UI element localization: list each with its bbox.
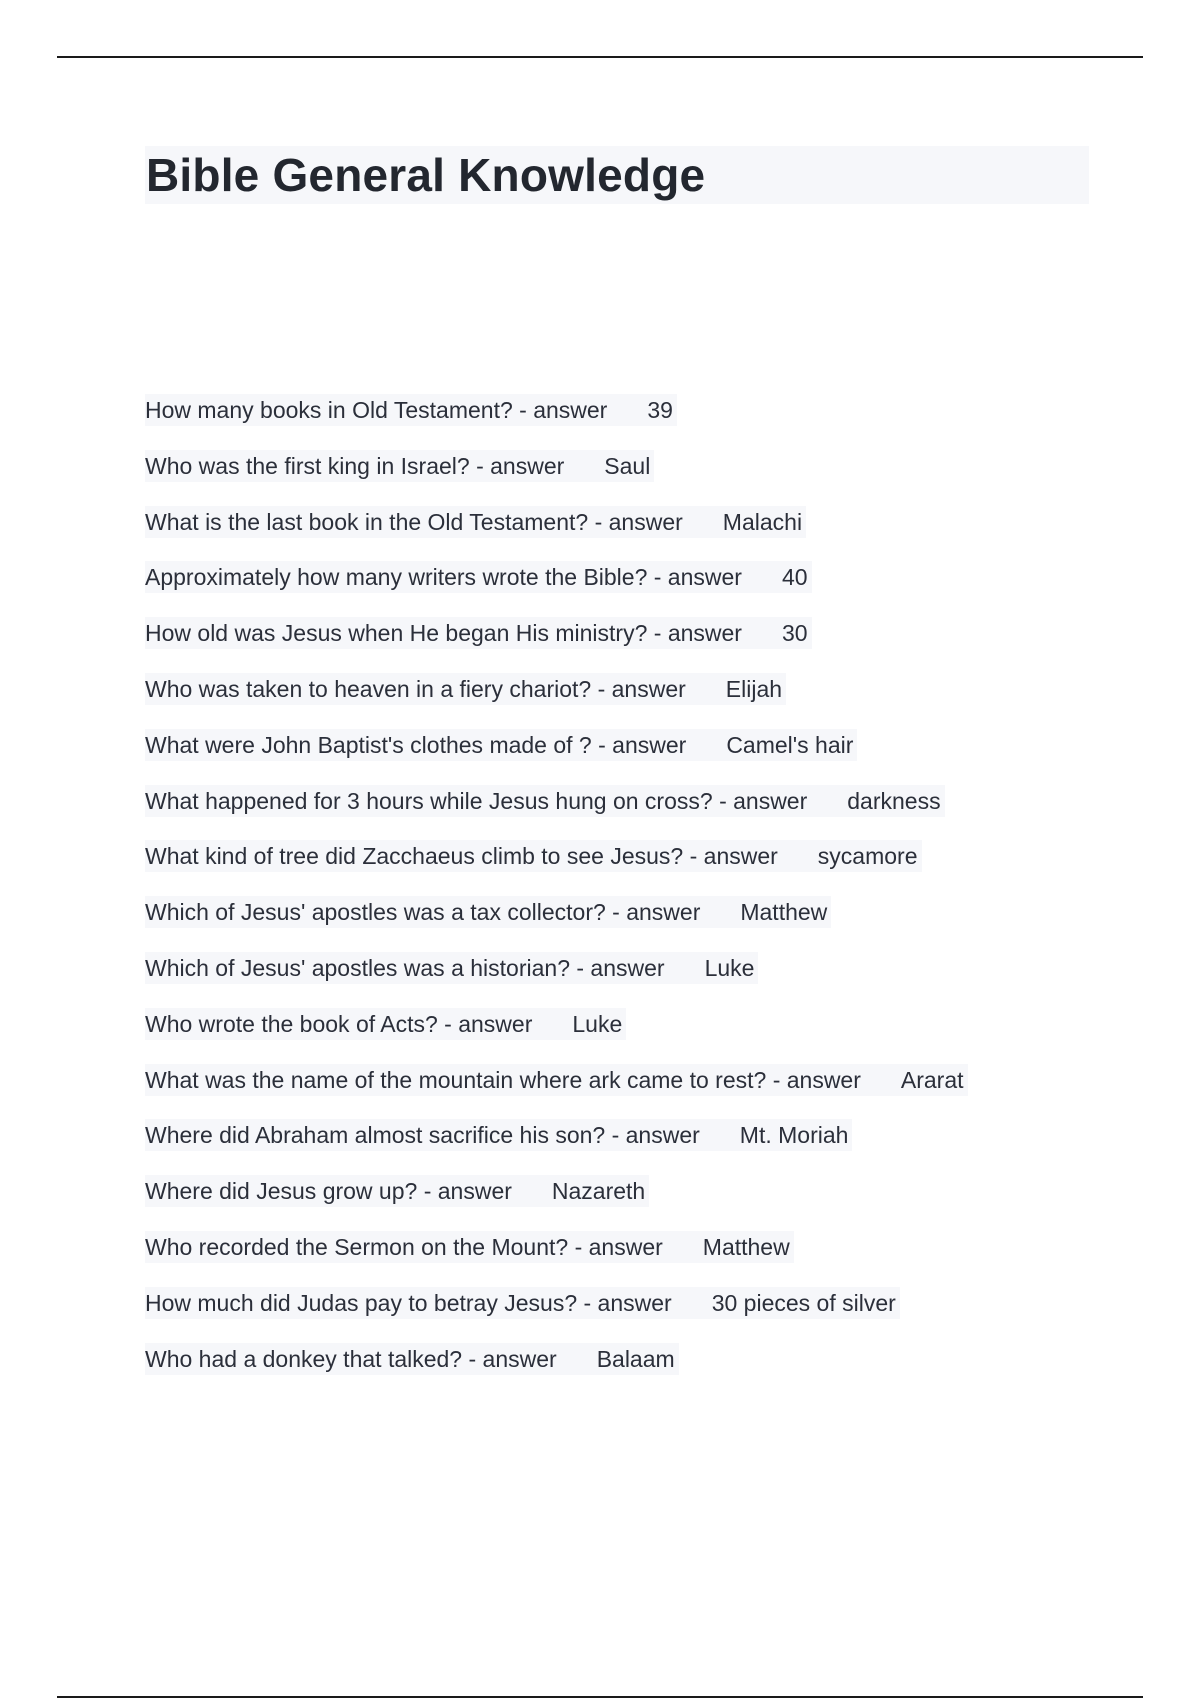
qa-item <box>145 394 1105 450</box>
qa-item <box>145 840 1105 896</box>
qa-question: Who wrote the book of Acts? - answer <box>145 1010 533 1037</box>
qa-answer: 39 <box>647 397 673 423</box>
qa-item <box>145 617 1105 673</box>
qa-question: What was the name of the mountain where ark came to rest? - answer <box>145 1066 861 1093</box>
qa-item <box>145 561 1105 617</box>
qa-item <box>145 785 1105 841</box>
qa-question: Who recorded the Sermon on the Mount? - answer <box>145 1233 663 1260</box>
qa-question: What is the last book in the Old Testament? - answer <box>145 508 683 535</box>
qa-answer: Matthew <box>702 1233 790 1260</box>
qa-item <box>145 1231 1105 1287</box>
qa-item <box>145 1064 1105 1120</box>
qa-question: What were John Baptist's clothes made of ? - answer <box>145 731 687 758</box>
qa-item <box>145 1343 1105 1399</box>
page-title: Bible General Knowledge <box>146 149 706 201</box>
qa-item <box>145 1175 1105 1231</box>
qa-question: How much did Judas pay to betray Jesus? - answer <box>145 1289 672 1316</box>
qa-answer: sycamore <box>817 843 918 870</box>
qa-answer: Elijah <box>725 675 783 702</box>
qa-answer: Malachi <box>722 508 803 535</box>
qa-answer: Nazareth <box>551 1178 646 1205</box>
top-rule <box>57 56 1143 58</box>
qa-answer: Luke <box>572 1010 623 1037</box>
qa-item <box>145 729 1105 785</box>
qa-answer: Luke <box>704 954 755 981</box>
bottom-rule <box>57 1696 1143 1698</box>
qa-question: Who was taken to heaven in a fiery chariot? - answer <box>145 675 686 702</box>
qa-item <box>145 450 1105 506</box>
qa-question: Who was the first king in Israel? - answer <box>145 452 565 479</box>
qa-question: Where did Abraham almost sacrifice his son? - answer <box>145 1122 700 1149</box>
qa-answer: Camel's hair <box>726 731 854 758</box>
qa-question: Which of Jesus' apostles was a tax collector? - answer <box>145 899 701 926</box>
qa-question: Where did Jesus grow up? - answer <box>145 1178 512 1205</box>
qa-item <box>145 673 1105 729</box>
qa-question: What happened for 3 hours while Jesus hung on cross? - answer <box>145 787 808 814</box>
qa-item <box>145 1119 1105 1175</box>
qa-list <box>145 394 1105 1398</box>
qa-answer: 30 pieces of silver <box>711 1289 896 1316</box>
qa-answer: 30 <box>781 620 808 647</box>
qa-question: How old was Jesus when He began His ministry? - answer <box>145 620 742 647</box>
qa-answer: Matthew <box>740 899 828 926</box>
qa-answer: Mt. Moriah <box>739 1122 849 1149</box>
qa-answer: 40 <box>781 564 808 591</box>
qa-question: How many books in Old Testament? - answer <box>145 397 608 423</box>
qa-answer: darkness <box>847 787 941 814</box>
qa-item <box>145 1008 1105 1064</box>
qa-answer: Saul <box>604 452 651 479</box>
qa-question: Which of Jesus' apostles was a historian? - answer <box>145 954 665 981</box>
qa-question: What kind of tree did Zacchaeus climb to see Jesus? - answer <box>145 843 778 870</box>
qa-item <box>145 1287 1105 1343</box>
qa-item <box>145 506 1105 562</box>
qa-item <box>145 896 1105 952</box>
qa-item <box>145 952 1105 1008</box>
qa-answer: Balaam <box>596 1345 675 1372</box>
qa-answer: Ararat <box>900 1066 964 1093</box>
qa-question: Approximately how many writers wrote the Bible? - answer <box>145 564 742 591</box>
qa-question: Who had a donkey that talked? - answer <box>145 1345 557 1372</box>
